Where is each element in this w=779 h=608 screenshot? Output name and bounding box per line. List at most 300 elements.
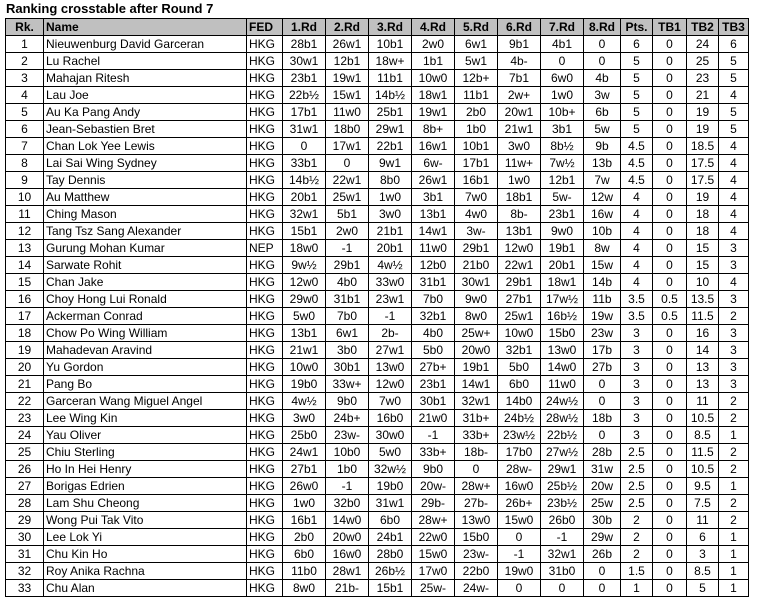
table-cell: 1b0	[326, 461, 369, 478]
table-cell: 4	[621, 257, 653, 274]
table-cell: 9.5	[687, 478, 719, 495]
table-cell: 4w½	[369, 257, 412, 274]
table-cell: 24	[6, 427, 44, 444]
table-cell: 10.5	[687, 461, 719, 478]
table-cell: 14	[6, 257, 44, 274]
table-cell: 4.5	[621, 138, 653, 155]
table-cell: 5	[687, 580, 719, 597]
table-cell: 16	[6, 291, 44, 308]
table-cell: HKG	[247, 325, 283, 342]
table-cell: 9w1	[369, 155, 412, 172]
table-cell: 29w0	[283, 291, 326, 308]
table-cell: 19b1	[541, 240, 584, 257]
table-row	[6, 138, 749, 155]
table-cell: 12b+	[455, 70, 498, 87]
table-cell: 32w1	[283, 206, 326, 223]
table-row	[6, 308, 749, 325]
table-cell: 0	[283, 138, 326, 155]
table-cell: 0	[653, 206, 687, 223]
table-cell: 17	[6, 308, 44, 325]
table-cell: 4	[621, 189, 653, 206]
table-cell: HKG	[247, 53, 283, 70]
crosstable	[5, 18, 749, 597]
table-cell: 2.5	[621, 478, 653, 495]
table-cell: 5	[719, 121, 749, 138]
table-cell: 0	[653, 121, 687, 138]
table-cell: 0	[653, 427, 687, 444]
table-cell: 30w1	[455, 274, 498, 291]
table-cell: 11	[6, 206, 44, 223]
table-cell: 0	[498, 580, 541, 597]
column-header: TB3	[719, 19, 749, 36]
table-cell: 32	[6, 563, 44, 580]
table-cell: 9b0	[326, 393, 369, 410]
table-cell: 14b½	[369, 87, 412, 104]
table-cell: 28w+	[455, 478, 498, 495]
table-row	[6, 478, 749, 495]
table-cell: 17w0	[412, 563, 455, 580]
table-cell: 26b0	[541, 512, 584, 529]
table-cell: 9b	[584, 138, 621, 155]
table-row	[6, 53, 749, 70]
table-cell: 8w0	[283, 580, 326, 597]
table-cell: 5	[719, 104, 749, 121]
table-row	[6, 529, 749, 546]
table-cell: 0	[653, 155, 687, 172]
table-cell: 12b1	[326, 53, 369, 70]
table-cell: 5	[621, 70, 653, 87]
table-cell: 22b½	[283, 87, 326, 104]
table-cell: 2	[621, 546, 653, 563]
table-cell: 14w0	[541, 359, 584, 376]
table-cell: 2	[719, 512, 749, 529]
table-cell: 0	[653, 189, 687, 206]
table-cell: HKG	[247, 36, 283, 53]
table-row	[6, 512, 749, 529]
table-cell: 6w1	[455, 36, 498, 53]
table-cell: 26w1	[412, 172, 455, 189]
table-cell: 7w0	[455, 189, 498, 206]
table-cell: 11b1	[369, 70, 412, 87]
table-cell: -1	[541, 529, 584, 546]
table-cell: 0	[653, 393, 687, 410]
table-cell: 13b	[584, 155, 621, 172]
table-cell: 7w	[584, 172, 621, 189]
table-cell: 16b½	[541, 308, 584, 325]
table-row	[6, 206, 749, 223]
table-cell: 1	[719, 427, 749, 444]
table-row	[6, 155, 749, 172]
table-cell: 11w0	[412, 240, 455, 257]
table-cell: -1	[326, 478, 369, 495]
table-cell: 0	[653, 410, 687, 427]
table-cell: 6b0	[283, 546, 326, 563]
table-cell: 2b0	[455, 104, 498, 121]
table-row	[6, 563, 749, 580]
table-cell: 5b0	[412, 342, 455, 359]
table-cell: HKG	[247, 291, 283, 308]
table-cell: 3b1	[412, 189, 455, 206]
table-cell: 4b	[584, 70, 621, 87]
table-cell: 0.5	[653, 291, 687, 308]
table-cell: 0	[653, 546, 687, 563]
table-cell: 7b0	[326, 308, 369, 325]
table-cell: 18	[687, 206, 719, 223]
table-cell: HKG	[247, 461, 283, 478]
table-cell: 3w0	[283, 410, 326, 427]
table-cell: 19w1	[326, 70, 369, 87]
table-cell: 21	[687, 87, 719, 104]
table-cell: 0	[584, 53, 621, 70]
player-name-cell: Au Matthew	[44, 189, 247, 206]
table-cell: 2	[719, 410, 749, 427]
table-cell: 25b1	[369, 104, 412, 121]
table-cell: 15w0	[412, 546, 455, 563]
table-cell: 26b+	[498, 495, 541, 512]
table-cell: 1	[719, 563, 749, 580]
table-cell: 6b0	[369, 512, 412, 529]
player-name-cell: Lau Joe	[44, 87, 247, 104]
table-row	[6, 359, 749, 376]
column-header: Pts.	[621, 19, 653, 36]
table-cell: 24b+	[326, 410, 369, 427]
table-cell: 20	[6, 359, 44, 376]
table-cell: 10	[687, 274, 719, 291]
table-cell: 0	[653, 36, 687, 53]
table-row	[6, 223, 749, 240]
table-cell: 25b0	[283, 427, 326, 444]
table-cell: 3	[719, 359, 749, 376]
table-cell: 28b	[584, 444, 621, 461]
table-cell: 14w0	[326, 512, 369, 529]
table-cell: 0	[498, 529, 541, 546]
table-cell: 13b1	[498, 223, 541, 240]
table-cell: 4	[719, 172, 749, 189]
table-cell: 4	[719, 87, 749, 104]
table-cell: 0	[326, 155, 369, 172]
table-cell: HKG	[247, 308, 283, 325]
table-cell: 23b1	[541, 206, 584, 223]
table-cell: 4	[719, 206, 749, 223]
player-name-cell: Choy Hong Lui Ronald	[44, 291, 247, 308]
table-cell: 17b1	[455, 155, 498, 172]
table-cell: 27b-	[455, 495, 498, 512]
table-cell: 13.5	[687, 291, 719, 308]
table-cell: 11w0	[541, 376, 584, 393]
table-cell: 31b+	[455, 410, 498, 427]
table-cell: 18	[687, 223, 719, 240]
table-cell: 5w0	[283, 308, 326, 325]
table-row	[6, 461, 749, 478]
table-cell: 18w1	[541, 274, 584, 291]
table-cell: 19b1	[455, 359, 498, 376]
table-cell: 0	[653, 53, 687, 70]
table-cell: 0	[653, 512, 687, 529]
player-name-cell: Chiu Sterling	[44, 444, 247, 461]
player-name-cell: Lai Sai Wing Sydney	[44, 155, 247, 172]
table-cell: HKG	[247, 257, 283, 274]
table-cell: 8w0	[455, 308, 498, 325]
column-header: TB1	[653, 19, 687, 36]
table-cell: 12	[6, 223, 44, 240]
table-cell: 7	[6, 138, 44, 155]
table-cell: 4	[621, 240, 653, 257]
table-cell: HKG	[247, 495, 283, 512]
table-cell: 25w1	[326, 189, 369, 206]
table-cell: 13w0	[541, 342, 584, 359]
player-name-cell: Ho In Hei Henry	[44, 461, 247, 478]
table-cell: 0	[653, 325, 687, 342]
table-cell: 29b1	[498, 274, 541, 291]
table-cell: 32b1	[412, 308, 455, 325]
table-cell: 19	[687, 121, 719, 138]
table-cell: 6w1	[326, 325, 369, 342]
table-cell: 14	[687, 342, 719, 359]
table-cell: 4b-	[498, 53, 541, 70]
table-cell: HKG	[247, 376, 283, 393]
player-name-cell: Tay Dennis	[44, 172, 247, 189]
table-cell: 0	[584, 393, 621, 410]
table-cell: 18w+	[369, 53, 412, 70]
table-cell: 16b0	[369, 410, 412, 427]
table-cell: 20w0	[455, 342, 498, 359]
table-cell: 16w	[584, 206, 621, 223]
table-cell: 31w	[584, 461, 621, 478]
table-cell: 24w½	[541, 393, 584, 410]
page-title: Ranking crosstable after Round 7	[6, 1, 214, 16]
table-cell: 20w	[584, 478, 621, 495]
table-cell: HKG	[247, 427, 283, 444]
table-cell: 25w+	[455, 325, 498, 342]
table-cell: 11.5	[687, 444, 719, 461]
table-cell: 16w0	[326, 546, 369, 563]
table-cell: 3	[719, 325, 749, 342]
table-cell: 17b	[584, 342, 621, 359]
table-row	[6, 240, 749, 257]
table-cell: 10w0	[412, 70, 455, 87]
table-cell: 15	[687, 240, 719, 257]
table-cell: 2	[719, 308, 749, 325]
column-header: TB2	[687, 19, 719, 36]
table-cell: 9w0	[541, 223, 584, 240]
player-name-cell: Chu Alan	[44, 580, 247, 597]
table-cell: 9w0	[455, 291, 498, 308]
table-cell: 26w1	[326, 36, 369, 53]
table-cell: HKG	[247, 104, 283, 121]
table-cell: 8.5	[687, 427, 719, 444]
table-cell: 5w-	[541, 189, 584, 206]
table-cell: 23b½	[541, 495, 584, 512]
table-cell: HKG	[247, 70, 283, 87]
table-cell: 19b0	[283, 376, 326, 393]
table-cell: 9	[6, 172, 44, 189]
table-cell: 12w0	[498, 240, 541, 257]
table-cell: 26	[6, 461, 44, 478]
player-name-cell: Lu Rachel	[44, 53, 247, 70]
table-cell: 25	[687, 53, 719, 70]
table-cell: 23w-	[326, 427, 369, 444]
table-cell: 29w1	[369, 121, 412, 138]
table-cell: 19w0	[498, 563, 541, 580]
table-row	[6, 291, 749, 308]
table-cell: HKG	[247, 478, 283, 495]
table-cell: 0	[653, 223, 687, 240]
table-cell: 28b0	[369, 546, 412, 563]
table-cell: 33b+	[412, 444, 455, 461]
table-cell: 4w0	[455, 206, 498, 223]
table-cell: 3	[621, 359, 653, 376]
table-cell: 23	[6, 410, 44, 427]
table-cell: 6b	[584, 104, 621, 121]
table-cell: 7b0	[412, 291, 455, 308]
player-name-cell: Nieuwenburg David Garceran	[44, 36, 247, 53]
table-cell: 18b0	[326, 121, 369, 138]
table-cell: 31b1	[326, 291, 369, 308]
table-cell: 15	[6, 274, 44, 291]
player-name-cell: Au Ka Pang Andy	[44, 104, 247, 121]
table-row	[6, 70, 749, 87]
table-cell: 16b1	[283, 512, 326, 529]
table-cell: 27b	[584, 359, 621, 376]
table-cell: 12w0	[369, 376, 412, 393]
table-cell: 12b1	[541, 172, 584, 189]
table-cell: 15b0	[455, 529, 498, 546]
table-cell: 17w½	[541, 291, 584, 308]
table-cell: 21b0	[455, 257, 498, 274]
table-cell: 15b1	[283, 223, 326, 240]
table-cell: 0	[653, 104, 687, 121]
column-header: 3.Rd	[369, 19, 412, 36]
table-cell: 5w0	[369, 444, 412, 461]
table-cell: 6	[6, 121, 44, 138]
table-cell: 1	[621, 580, 653, 597]
table-cell: 23b1	[283, 70, 326, 87]
table-cell: HKG	[247, 512, 283, 529]
table-row	[6, 274, 749, 291]
table-cell: 1w0	[369, 189, 412, 206]
table-cell: 5b0	[498, 359, 541, 376]
table-cell: 16b1	[455, 172, 498, 189]
table-cell: 0	[653, 87, 687, 104]
table-cell: 15	[687, 257, 719, 274]
table-cell: 2	[621, 512, 653, 529]
table-cell: 7.5	[687, 495, 719, 512]
column-header: 2.Rd	[326, 19, 369, 36]
table-cell: 21w1	[283, 342, 326, 359]
table-cell: 17w1	[326, 138, 369, 155]
table-cell: 24w1	[283, 444, 326, 461]
table-row	[6, 580, 749, 597]
table-cell: 22w0	[412, 529, 455, 546]
table-cell: 28b1	[283, 36, 326, 53]
table-cell: 15b0	[541, 325, 584, 342]
player-name-cell: Pang Bo	[44, 376, 247, 393]
table-cell: 6	[719, 36, 749, 53]
table-row	[6, 325, 749, 342]
table-cell: 0	[653, 257, 687, 274]
table-row	[6, 427, 749, 444]
table-cell: 32w½	[369, 461, 412, 478]
table-cell: 31b0	[541, 563, 584, 580]
table-cell: 11.5	[687, 308, 719, 325]
table-cell: HKG	[247, 444, 283, 461]
table-cell: 3.5	[621, 308, 653, 325]
table-cell: 31b1	[412, 274, 455, 291]
table-cell: -1	[498, 546, 541, 563]
table-cell: 18b	[584, 410, 621, 427]
table-cell: 15b1	[369, 580, 412, 597]
table-cell: 20w-	[412, 478, 455, 495]
table-cell: 5	[621, 87, 653, 104]
table-cell: 27w1	[369, 342, 412, 359]
table-cell: 10.5	[687, 410, 719, 427]
table-cell: 22w1	[326, 172, 369, 189]
table-cell: 29b1	[326, 257, 369, 274]
table-cell: 27w½	[541, 444, 584, 461]
table-cell: 20b1	[541, 257, 584, 274]
table-cell: 13	[6, 240, 44, 257]
table-cell: 6	[621, 36, 653, 53]
player-name-cell: Roy Anika Rachna	[44, 563, 247, 580]
table-cell: 33w0	[369, 274, 412, 291]
table-row	[6, 257, 749, 274]
table-cell: 11b	[584, 291, 621, 308]
table-row	[6, 546, 749, 563]
table-cell: 8b+	[412, 121, 455, 138]
table-cell: 22b1	[369, 138, 412, 155]
table-cell: 14b½	[283, 172, 326, 189]
player-name-cell: Gurung Mohan Kumar	[44, 240, 247, 257]
table-cell: 3w0	[369, 206, 412, 223]
table-cell: 1w0	[498, 172, 541, 189]
table-cell: 23w1	[369, 291, 412, 308]
table-cell: 2w0	[326, 223, 369, 240]
table-cell: HKG	[247, 87, 283, 104]
table-cell: 8.5	[687, 563, 719, 580]
table-cell: 1	[719, 546, 749, 563]
table-cell: 19b0	[369, 478, 412, 495]
table-cell: 23w-	[455, 546, 498, 563]
table-cell: 10	[6, 189, 44, 206]
table-cell: 30w0	[369, 427, 412, 444]
table-cell: 13w0	[455, 512, 498, 529]
table-cell: 17b1	[283, 104, 326, 121]
table-cell: HKG	[247, 393, 283, 410]
table-cell: 0	[541, 580, 584, 597]
table-cell: 0	[653, 240, 687, 257]
table-cell: 23	[687, 70, 719, 87]
table-cell: 3	[621, 376, 653, 393]
table-cell: 23b1	[412, 376, 455, 393]
table-cell: 4	[719, 223, 749, 240]
table-cell: 0	[653, 274, 687, 291]
table-cell: 14b	[584, 274, 621, 291]
table-cell: 29	[6, 512, 44, 529]
table-cell: 7w½	[541, 155, 584, 172]
table-cell: 19	[6, 342, 44, 359]
table-cell: 0	[653, 478, 687, 495]
table-cell: 2w+	[498, 87, 541, 104]
table-cell: 18b-	[455, 444, 498, 461]
table-cell: 2	[719, 495, 749, 512]
column-header: 1.Rd	[283, 19, 326, 36]
player-name-cell: Borigas Edrien	[44, 478, 247, 495]
table-cell: 31w1	[283, 121, 326, 138]
table-cell: 1b0	[455, 121, 498, 138]
table-cell: HKG	[247, 223, 283, 240]
table-cell: 26w0	[283, 478, 326, 495]
table-cell: 10b1	[455, 138, 498, 155]
